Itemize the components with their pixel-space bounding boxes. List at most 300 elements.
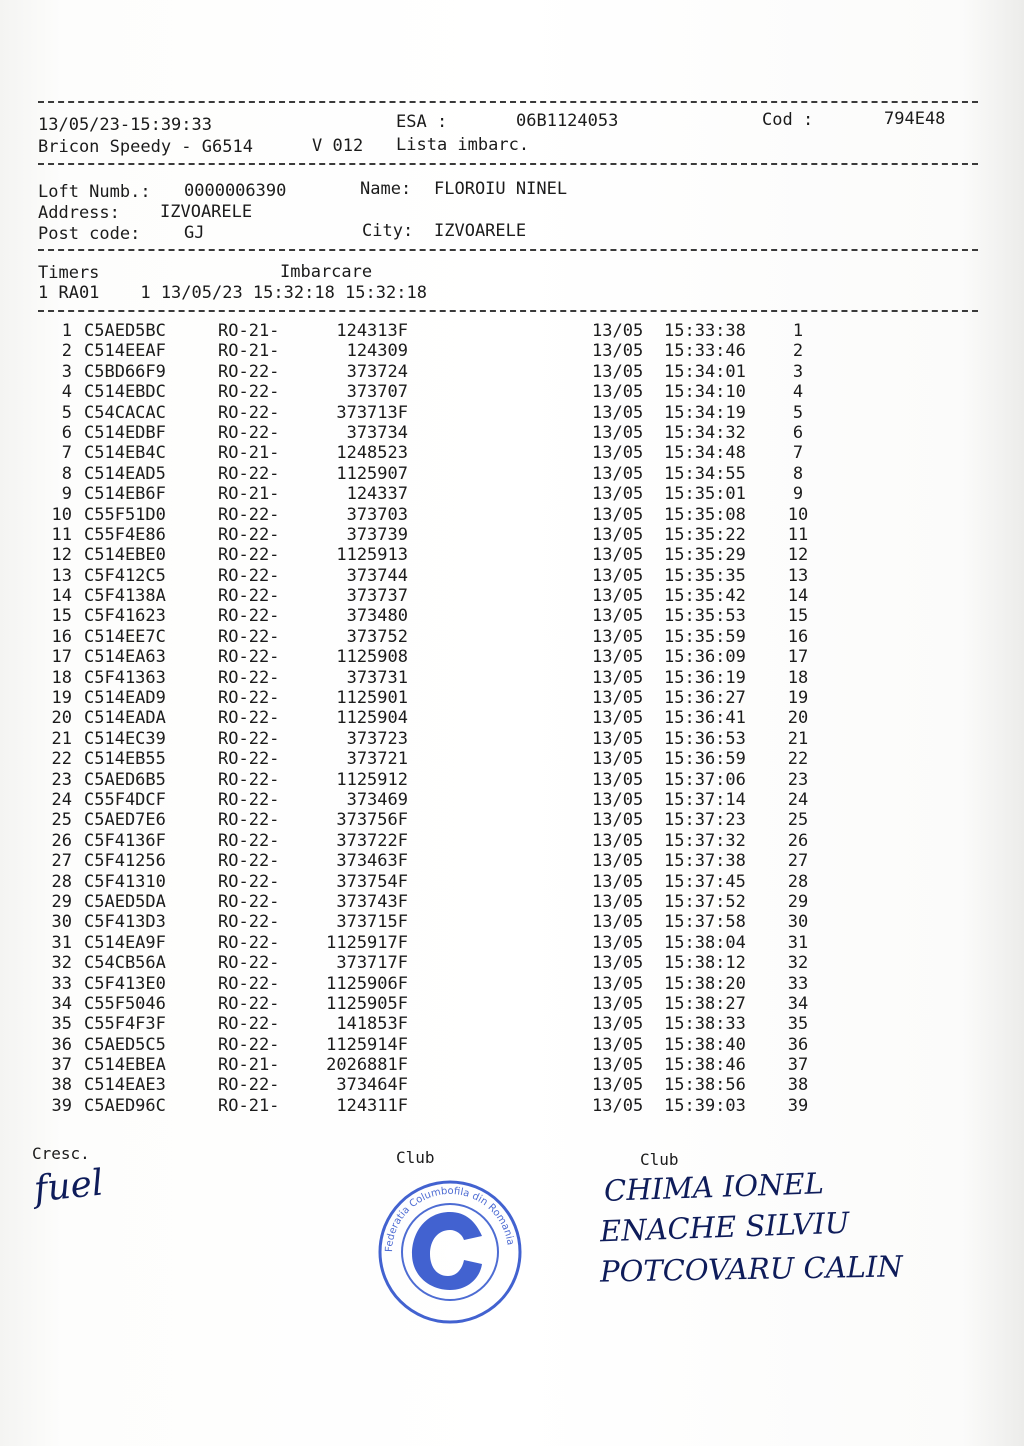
ring-prefix: RO-22-: [218, 504, 280, 525]
arrival-date: 13/05: [592, 688, 644, 709]
arrival-date: 13/05: [592, 565, 644, 586]
arrival-date: 13/05: [592, 443, 644, 464]
position: 12: [787, 545, 809, 566]
ring-prefix: RO-21-: [218, 1055, 280, 1076]
ring-prefix: RO-22-: [218, 524, 280, 545]
arrival-date: 13/05: [592, 1075, 644, 1096]
arrival-date: 13/05: [592, 912, 644, 933]
chip-id: C514EDBF: [84, 422, 166, 443]
chip-id: C5AED5C5: [84, 1034, 166, 1055]
ring-prefix: RO-22-: [218, 382, 280, 403]
address-label: Address:: [38, 203, 120, 223]
table-row: [38, 505, 828, 525]
table-row: [38, 688, 828, 708]
ring-number: 124311F: [336, 1095, 408, 1116]
arrival-time: 15:38:04: [664, 932, 746, 953]
row-number: 19: [51, 688, 72, 709]
position: 21: [787, 728, 809, 749]
arrival-date: 13/05: [592, 871, 644, 892]
ring-prefix: RO-22-: [218, 728, 280, 749]
row-number: 31: [51, 932, 72, 953]
chip-id: C514EB6F: [84, 484, 166, 505]
row-number: 16: [51, 626, 72, 647]
row-number: 27: [51, 851, 72, 872]
ring-number: 1125901: [336, 688, 408, 709]
position: 36: [787, 1034, 809, 1055]
arrival-time: 15:37:14: [664, 789, 746, 810]
chip-id: C514EBE0: [84, 545, 166, 566]
ring-number: 373754F: [336, 871, 408, 892]
arrival-list: [38, 321, 828, 1116]
ring-prefix: RO-21-: [218, 341, 280, 362]
table-row: [38, 668, 828, 688]
chip-id: C5F412C5: [84, 565, 166, 586]
chip-id: C514EB55: [84, 749, 166, 770]
table-row: [38, 341, 828, 361]
chip-id: C5F413E0: [84, 973, 166, 994]
position: 37: [787, 1055, 809, 1076]
table-row: [38, 647, 828, 667]
ring-number: 373756F: [336, 810, 408, 831]
chip-id: C514EB4C: [84, 443, 166, 464]
position: 16: [787, 626, 809, 647]
arrival-time: 15:36:59: [664, 749, 746, 770]
arrival-date: 13/05: [592, 1055, 644, 1076]
row-number: 13: [51, 565, 72, 586]
ring-number: 373743F: [336, 891, 408, 912]
arrival-date: 13/05: [592, 361, 644, 382]
arrival-time: 15:38:40: [664, 1034, 746, 1055]
table-row: [38, 1035, 828, 1055]
chip-id: C55F4F3F: [84, 1014, 166, 1035]
position: 19: [787, 688, 809, 709]
row-number: 11: [51, 524, 72, 545]
position: 6: [792, 422, 804, 443]
club-label: Club: [640, 1150, 679, 1169]
ring-prefix: RO-22-: [218, 586, 280, 607]
row-number: 32: [51, 953, 72, 974]
ring-number: 373739: [346, 524, 408, 545]
arrival-time: 15:37:23: [664, 810, 746, 831]
imbarcare-label: Imbarcare: [280, 262, 373, 282]
arrival-date: 13/05: [592, 769, 644, 790]
table-row: [38, 708, 828, 728]
separator: [38, 310, 978, 312]
arrival-date: 13/05: [592, 728, 644, 749]
arrival-date: 13/05: [592, 545, 644, 566]
ring-prefix: RO-22-: [218, 708, 280, 729]
timers-label: Timers: [38, 263, 100, 283]
row-number: 18: [51, 667, 72, 688]
ring-prefix: RO-22-: [218, 912, 280, 933]
arrival-time: 15:38:20: [664, 973, 746, 994]
chip-id: C5AED5DA: [84, 891, 166, 912]
arrival-date: 13/05: [592, 891, 644, 912]
arrival-date: 13/05: [592, 932, 644, 953]
ring-number: 1125913: [336, 545, 408, 566]
row-number: 25: [51, 810, 72, 831]
svg-text:Federatia Columbofila din Roma: Federatia Columbofila din Romania: [383, 1185, 516, 1253]
esa-label: ESA :: [396, 112, 448, 132]
arrival-date: 13/05: [592, 402, 644, 423]
position: 1: [792, 321, 804, 341]
ring-number: 124309: [346, 341, 408, 362]
arrival-date: 13/05: [592, 667, 644, 688]
arrival-time: 15:34:19: [664, 402, 746, 423]
ring-number: 1125907: [336, 463, 408, 484]
arrival-date: 13/05: [592, 749, 644, 770]
arrival-time: 15:37:58: [664, 912, 746, 933]
arrival-date: 13/05: [592, 647, 644, 668]
table-row: [38, 545, 828, 565]
table-row: [38, 790, 828, 810]
table-row: [38, 525, 828, 545]
arrival-date: 13/05: [592, 851, 644, 872]
city-label: City:: [362, 221, 414, 241]
ring-prefix: RO-21-: [218, 484, 280, 505]
ring-number: 373713F: [336, 402, 408, 423]
arrival-date: 13/05: [592, 1034, 644, 1055]
chip-id: C5AED96C: [84, 1095, 166, 1116]
position: 25: [787, 810, 809, 831]
arrival-time: 15:37:52: [664, 891, 746, 912]
row-number: 15: [51, 606, 72, 627]
chip-id: C5F413D3: [84, 912, 166, 933]
table-row: [38, 403, 828, 423]
chip-id: C55F51D0: [84, 504, 166, 525]
ring-number: 2026881F: [326, 1055, 408, 1076]
ring-number: 373737: [346, 586, 408, 607]
arrival-time: 15:39:03: [664, 1095, 746, 1116]
position: 26: [787, 830, 809, 851]
table-row: [38, 810, 828, 830]
ring-prefix: RO-22-: [218, 769, 280, 790]
cod-label: Cod :: [762, 110, 814, 130]
chip-id: C5F41256: [84, 851, 166, 872]
arrival-time: 15:33:46: [664, 341, 746, 362]
ring-number: 124313F: [336, 321, 408, 341]
position: 34: [787, 993, 809, 1014]
table-row: [38, 831, 828, 851]
position: 11: [787, 524, 809, 545]
arrival-date: 13/05: [592, 789, 644, 810]
arrival-time: 15:34:10: [664, 382, 746, 403]
name-label: Name:: [360, 179, 412, 199]
ring-prefix: RO-22-: [218, 565, 280, 586]
ring-prefix: RO-22-: [218, 830, 280, 851]
position: 5: [792, 402, 804, 423]
row-number: 24: [51, 789, 72, 810]
position: 10: [787, 504, 809, 525]
ring-number: 1125908: [336, 647, 408, 668]
row-number: 30: [51, 912, 72, 933]
chip-id: C5F41363: [84, 667, 166, 688]
arrival-time: 15:35:42: [664, 586, 746, 607]
arrival-date: 13/05: [592, 341, 644, 362]
row-number: 20: [51, 708, 72, 729]
ring-number: 1125906F: [326, 973, 408, 994]
arrival-time: 15:36:09: [664, 647, 746, 668]
table-row: [38, 851, 828, 871]
chip-id: C514EE7C: [84, 626, 166, 647]
table-row: [38, 872, 828, 892]
handwritten-name: ENACHE SILVIU: [599, 1205, 850, 1249]
software-name: Bricon Speedy - G6514: [38, 137, 253, 157]
row-number: 9: [61, 484, 72, 505]
table-row: [38, 606, 828, 626]
row-number: 36: [51, 1034, 72, 1055]
ring-number: 373734: [346, 422, 408, 443]
position: 18: [787, 667, 809, 688]
chip-id: C55F5046: [84, 993, 166, 1014]
ring-prefix: RO-22-: [218, 402, 280, 423]
row-number: 38: [51, 1075, 72, 1096]
row-number: 26: [51, 830, 72, 851]
separator: [38, 163, 978, 165]
ring-number: 373469: [346, 789, 408, 810]
position: 38: [787, 1075, 809, 1096]
row-number: 3: [61, 361, 72, 382]
ring-prefix: RO-22-: [218, 688, 280, 709]
ring-number: 373480: [346, 606, 408, 627]
arrival-time: 15:36:41: [664, 708, 746, 729]
arrival-time: 15:33:38: [664, 321, 746, 341]
separator: [38, 101, 978, 103]
arrival-time: 15:38:33: [664, 1014, 746, 1035]
postcode-value: GJ: [184, 223, 205, 243]
ring-number: 373463F: [336, 851, 408, 872]
ring-number: 373715F: [336, 912, 408, 933]
position: 32: [787, 953, 809, 974]
arrival-time: 15:38:56: [664, 1075, 746, 1096]
ring-number: 1125905F: [326, 993, 408, 1014]
row-number: 6: [61, 422, 72, 443]
table-row: [38, 1055, 828, 1075]
table-row: [38, 484, 828, 504]
position: 3: [792, 361, 804, 382]
ring-number: 373717F: [336, 953, 408, 974]
row-number: 35: [51, 1014, 72, 1035]
fancier-name: FLOROIU NINEL: [434, 179, 568, 199]
row-number: 10: [51, 504, 72, 525]
ring-number: 373744: [346, 565, 408, 586]
city-value: IZVOARELE: [434, 221, 527, 241]
position: 33: [787, 973, 809, 994]
arrival-time: 15:34:01: [664, 361, 746, 382]
ring-prefix: RO-22-: [218, 891, 280, 912]
chip-id: C514EAD9: [84, 688, 166, 709]
position: 24: [787, 789, 809, 810]
ring-number: 373703: [346, 504, 408, 525]
row-number: 7: [61, 443, 72, 464]
position: 30: [787, 912, 809, 933]
ring-prefix: RO-22-: [218, 1014, 280, 1035]
table-row: [38, 749, 828, 769]
row-number: 17: [51, 647, 72, 668]
arrival-date: 13/05: [592, 463, 644, 484]
arrival-date: 13/05: [592, 1014, 644, 1035]
loft-number: 0000006390: [184, 181, 287, 201]
table-row: [38, 362, 828, 382]
arrival-date: 13/05: [592, 973, 644, 994]
chip-id: C514EAD5: [84, 463, 166, 484]
position: 39: [787, 1095, 809, 1116]
arrival-time: 15:36:19: [664, 667, 746, 688]
position: 7: [792, 443, 804, 464]
arrival-time: 15:35:08: [664, 504, 746, 525]
arrival-time: 15:35:53: [664, 606, 746, 627]
chip-id: C54CACAC: [84, 402, 166, 423]
ring-prefix: RO-22-: [218, 1075, 280, 1096]
cresc-label: Cresc.: [32, 1144, 90, 1163]
arrival-date: 13/05: [592, 606, 644, 627]
ring-prefix: RO-22-: [218, 361, 280, 382]
row-number: 5: [61, 402, 72, 423]
table-row: [38, 382, 828, 402]
chip-id: C514EAE3: [84, 1075, 166, 1096]
ring-number: 124337: [346, 484, 408, 505]
position: 28: [787, 871, 809, 892]
ring-prefix: RO-22-: [218, 667, 280, 688]
postcode-label: Post code:: [38, 224, 141, 244]
table-row: [38, 321, 828, 341]
chip-id: C5BD66F9: [84, 361, 166, 382]
cresc-signature: fuel: [32, 1162, 106, 1211]
chip-id: C514EC39: [84, 728, 166, 749]
position: 35: [787, 1014, 809, 1035]
chip-id: C5F4136F: [84, 830, 166, 851]
chip-id: C514EBDC: [84, 382, 166, 403]
position: 22: [787, 749, 809, 770]
position: 13: [787, 565, 809, 586]
table-row: [38, 994, 828, 1014]
arrival-date: 13/05: [592, 524, 644, 545]
ring-number: 1125917F: [326, 932, 408, 953]
chip-id: C514EA63: [84, 647, 166, 668]
chip-id: C514EADA: [84, 708, 166, 729]
table-row: [38, 892, 828, 912]
position: 14: [787, 586, 809, 607]
arrival-time: 15:37:38: [664, 851, 746, 872]
ring-number: 373752: [346, 626, 408, 647]
arrival-date: 13/05: [592, 484, 644, 505]
arrival-date: 13/05: [592, 626, 644, 647]
ring-number: 373707: [346, 382, 408, 403]
arrival-time: 15:36:27: [664, 688, 746, 709]
table-row: [38, 627, 828, 647]
table-row: [38, 586, 828, 606]
position: 23: [787, 769, 809, 790]
table-row: [38, 1096, 828, 1116]
chip-id: C514EEAF: [84, 341, 166, 362]
table-row: [38, 953, 828, 973]
arrival-date: 13/05: [592, 810, 644, 831]
chip-id: C54CB56A: [84, 953, 166, 974]
ring-prefix: RO-21-: [218, 1095, 280, 1116]
position: 4: [792, 382, 804, 403]
table-row: [38, 933, 828, 953]
table-row: [38, 566, 828, 586]
row-number: 12: [51, 545, 72, 566]
arrival-time: 15:34:32: [664, 422, 746, 443]
chip-id: C55F4E86: [84, 524, 166, 545]
table-row: [38, 443, 828, 463]
ring-prefix: RO-22-: [218, 647, 280, 668]
ring-prefix: RO-21-: [218, 321, 280, 341]
ring-prefix: RO-22-: [218, 606, 280, 627]
chip-id: C5F41623: [84, 606, 166, 627]
row-number: 39: [51, 1095, 72, 1116]
table-row: [38, 729, 828, 749]
timer-line: 1 RA01 1 13/05/23 15:32:18 15:32:18: [38, 283, 427, 303]
ring-prefix: RO-22-: [218, 932, 280, 953]
ring-number: 373464F: [336, 1075, 408, 1096]
arrival-date: 13/05: [592, 321, 644, 341]
arrival-time: 15:38:46: [664, 1055, 746, 1076]
row-number: 1: [61, 321, 72, 341]
ring-prefix: RO-22-: [218, 851, 280, 872]
list-title: Lista imbarc.: [396, 135, 530, 155]
arrival-time: 15:35:35: [664, 565, 746, 586]
arrival-time: 15:37:32: [664, 830, 746, 851]
row-number: 21: [51, 728, 72, 749]
position: 29: [787, 891, 809, 912]
arrival-date: 13/05: [592, 382, 644, 403]
table-row: [38, 1075, 828, 1095]
arrival-time: 15:38:12: [664, 953, 746, 974]
arrival-time: 15:35:59: [664, 626, 746, 647]
ring-number: 373731: [346, 667, 408, 688]
ring-prefix: RO-22-: [218, 973, 280, 994]
ring-prefix: RO-22-: [218, 422, 280, 443]
ring-prefix: RO-22-: [218, 810, 280, 831]
software-version: V 012: [312, 136, 364, 156]
ring-number: 1125914F: [326, 1034, 408, 1055]
chip-id: C5AED7E6: [84, 810, 166, 831]
row-number: 37: [51, 1055, 72, 1076]
separator: [38, 249, 978, 251]
arrival-time: 15:35:29: [664, 545, 746, 566]
arrival-date: 13/05: [592, 830, 644, 851]
table-row: [38, 423, 828, 443]
arrival-time: 15:37:06: [664, 769, 746, 790]
arrival-time: 15:36:53: [664, 728, 746, 749]
arrival-date: 13/05: [592, 993, 644, 1014]
ring-number: 1125912: [336, 769, 408, 790]
ring-number: 1125904: [336, 708, 408, 729]
row-number: 2: [61, 341, 72, 362]
ring-prefix: RO-22-: [218, 993, 280, 1014]
table-row: [38, 770, 828, 790]
arrival-date: 13/05: [592, 422, 644, 443]
arrival-time: 15:34:55: [664, 463, 746, 484]
arrival-time: 15:38:27: [664, 993, 746, 1014]
arrival-date: 13/05: [592, 1095, 644, 1116]
row-number: 33: [51, 973, 72, 994]
address-value: IZVOARELE: [160, 202, 253, 222]
arrival-time: 15:35:22: [664, 524, 746, 545]
arrival-time: 15:34:48: [664, 443, 746, 464]
position: 15: [787, 606, 809, 627]
chip-id: C514EA9F: [84, 932, 166, 953]
cod-value: 794E48: [884, 109, 946, 129]
chip-id: C5AED6B5: [84, 769, 166, 790]
table-row: [38, 974, 828, 994]
position: 31: [787, 932, 809, 953]
ring-prefix: RO-22-: [218, 626, 280, 647]
arrival-date: 13/05: [592, 586, 644, 607]
position: 17: [787, 647, 809, 668]
